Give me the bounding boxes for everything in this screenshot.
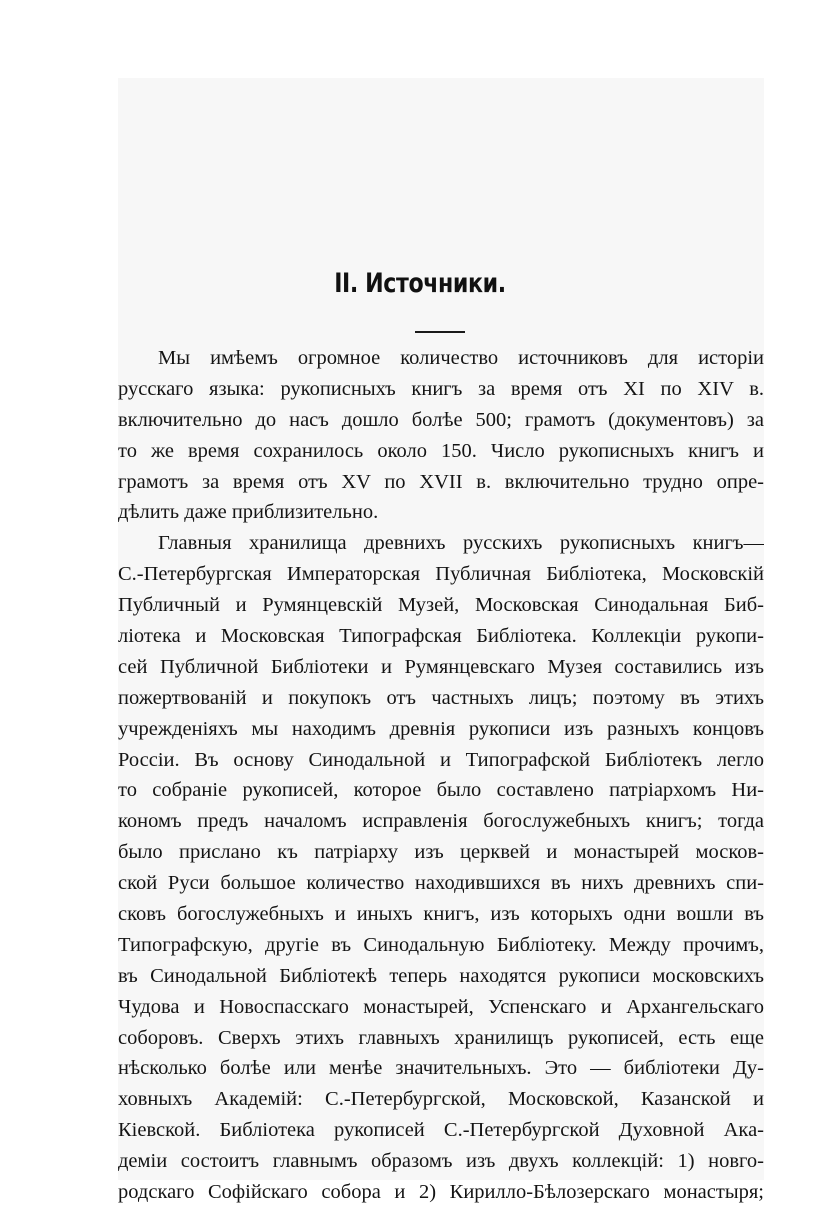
- text-line: въ Синодальной Библіотекѣ теперь находятся рукописи московскихъ: [118, 964, 764, 987]
- text-line: Мы имѣемъ огромное количество источниковъ для исторіи: [158, 347, 764, 369]
- text-line: кономъ предъ началомъ исправленія богослужебныхъ книгъ; тогда: [118, 810, 764, 833]
- text-line: деміи состоитъ главнымъ образомъ изъ двухъ коллекцій: 1) новго-: [118, 1150, 764, 1173]
- chapter-heading: II. Источники.: [334, 268, 506, 299]
- text-line: русскаго языка: рукописныхъ книгъ за время отъ XI по XIV в.: [118, 377, 764, 400]
- text-line: сковъ богослужебныхъ и иныхъ книгъ, изъ которыхъ одни вошли въ: [118, 903, 764, 926]
- text-line: ліотека и Московская Типографская Библіотека. Коллекціи рукопи-: [118, 625, 764, 648]
- heading-rule: [415, 331, 465, 333]
- text-line: Типографскую, другіе въ Синодальную Библіотеку. Между прочимъ,: [118, 933, 764, 956]
- body-text: [118, 343, 764, 1208]
- text-line: Главныя хранилища древнихъ русскихъ рукописныхъ книгъ—: [158, 532, 764, 555]
- text-line: Россіи. Въ основу Синодальной и Типографской Библіотекъ легло: [118, 748, 764, 771]
- text-line: было прислано къ патріарху изъ церквей и монастырей москов-: [118, 841, 764, 864]
- text-line: Кіевской. Библіотека рукописей С.-Петербургской Духовной Ака-: [118, 1119, 764, 1142]
- text-line: ской Руси большое количество находившихся въ нихъ древнихъ спи-: [118, 872, 764, 895]
- text-line: нѣсколько болѣе или менѣе значительныхъ. Это — библіотеки Ду-: [118, 1057, 764, 1080]
- text-line: учрежденіяхъ мы находимъ древнія рукописи изъ разныхъ концовъ: [118, 717, 764, 740]
- text-line: соборовъ. Сверхъ этихъ главныхъ хранилищъ рукописей, есть еще: [118, 1026, 764, 1049]
- text-line: дѣлить даже приблизительно.: [118, 501, 379, 524]
- text-line: Публичный и Румянцевскій Музей, Московская Синодальная Биб-: [118, 594, 764, 617]
- text-line: родскаго Софійскаго собора и 2) Кирилло-Бѣлозерскаго монастыря;: [118, 1181, 764, 1204]
- text-line: С.-Петербургская Императорская Публичная Библіотека, Московскій: [118, 563, 764, 586]
- text-line: включительно до насъ дошло болѣе 500; грамотъ (документовъ) за: [118, 408, 764, 431]
- text-line: грамотъ за время отъ XV по XVII в. включительно трудно опре-: [118, 470, 764, 493]
- text-line: то собраніе рукописей, которое было составлено патріархомъ Ни-: [118, 779, 764, 802]
- text-line: сей Публичной Библіотеки и Румянцевскаго Музея составились изъ: [118, 655, 764, 678]
- text-line: Чудова и Новоспасскаго монастырей, Успенскаго и Архангельскаго: [118, 995, 764, 1018]
- text-line: пожертвованій и покупокъ отъ частныхъ лицъ; поэтому въ этихъ: [118, 686, 764, 709]
- text-line: ховныхъ Академій: С.-Петербургской, Московской, Казанской и: [118, 1088, 764, 1111]
- text-line: то же время сохранилось около 150. Число рукописныхъ книгъ и: [118, 439, 764, 462]
